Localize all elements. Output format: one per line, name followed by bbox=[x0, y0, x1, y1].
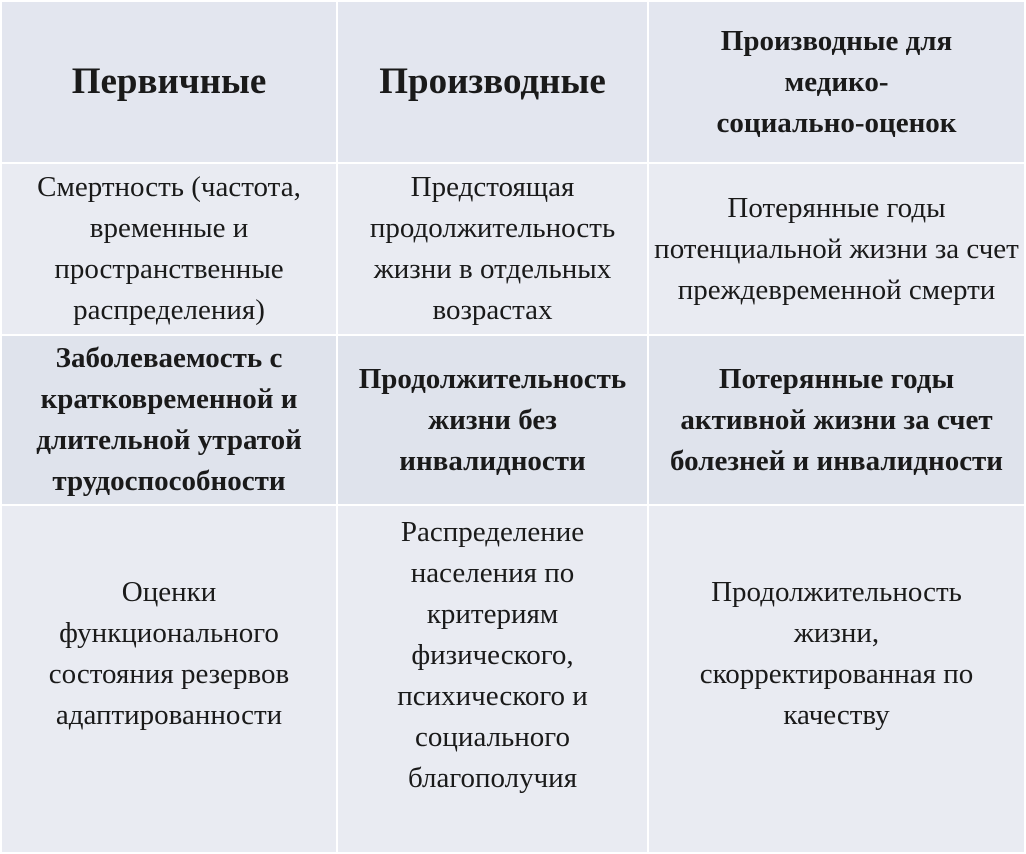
table-cell bbox=[1, 505, 337, 853]
cell-life-expectancy: Предстоящая продолжительность жизни в отдельных возрастах bbox=[369, 171, 616, 326]
table-cell bbox=[337, 163, 648, 335]
table-cell bbox=[648, 163, 1025, 335]
table-cell bbox=[1, 163, 337, 335]
header-cell-derived bbox=[337, 1, 648, 163]
cell-mortality: Смертность (частота, временные и пространственные распределения) bbox=[37, 171, 301, 326]
table-cell bbox=[648, 335, 1025, 505]
header-primary-text: Первичные bbox=[71, 61, 267, 102]
cell-functional-state: Оценки функционального состояния резервов адаптированности bbox=[48, 576, 290, 731]
cell-potential-life-lost: Потерянные годы потенциальной жизни за счет преждевременной смерти bbox=[654, 191, 1019, 306]
cell-population-distribution: Распределение населения по критериям физического, психического и социального благополучия bbox=[397, 516, 588, 794]
cell-quality-adjusted-life: Продолжительность жизни, скорректированная по качеству bbox=[699, 576, 974, 731]
table-cell bbox=[337, 505, 648, 853]
table-cell bbox=[1, 335, 337, 505]
header-cell-derived-medsoc bbox=[648, 1, 1025, 163]
table-row bbox=[1, 163, 1025, 335]
table-header-row bbox=[1, 1, 1025, 163]
cell-disability-free-life: Продолжительность жизни без инвалидности bbox=[358, 362, 627, 477]
cell-morbidity: Заболеваемость с кратковременной и длительной утратой трудоспособности bbox=[36, 342, 302, 497]
header-cell-primary bbox=[1, 1, 337, 163]
header-derived-medsoc-text: Производные для медико-социально-оценок bbox=[716, 24, 957, 139]
table-row bbox=[1, 335, 1025, 505]
table-cell bbox=[648, 505, 1025, 853]
table-cell bbox=[337, 335, 648, 505]
table-row bbox=[1, 505, 1025, 853]
header-derived-text: Производные bbox=[379, 61, 606, 102]
cell-active-life-lost: Потерянные годы активной жизни за счет болезней и инвалидности bbox=[669, 362, 1004, 477]
